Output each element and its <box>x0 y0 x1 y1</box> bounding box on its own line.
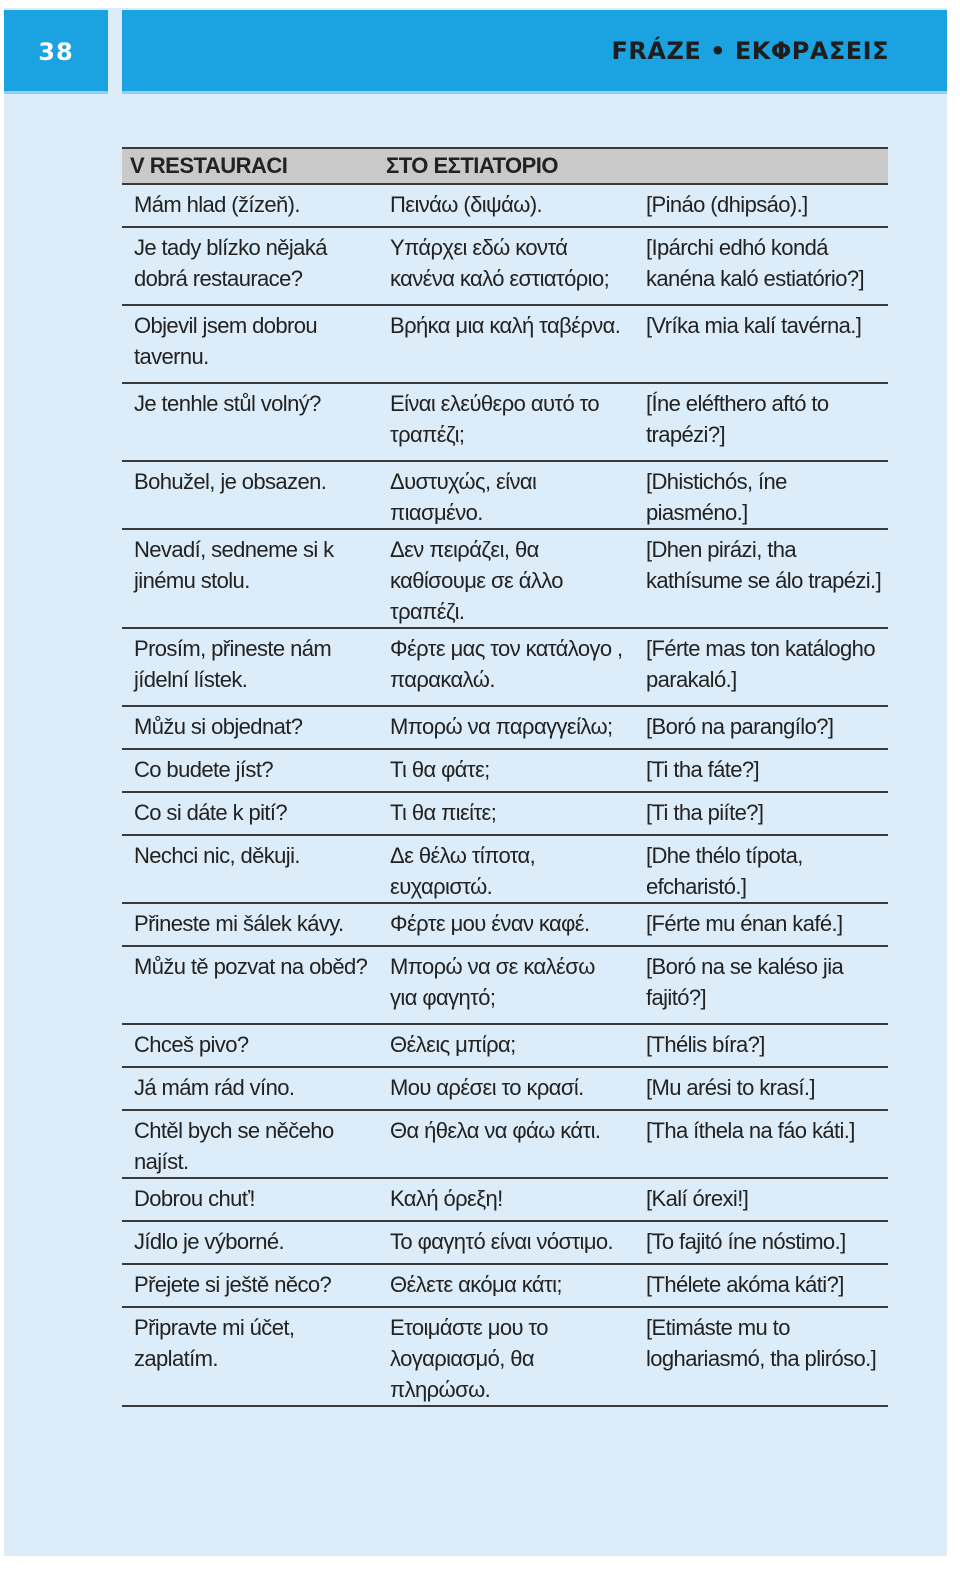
table-row <box>122 1264 888 1307</box>
czech-phrase: Bohužel, je obsazen. <box>122 461 378 529</box>
table-row <box>122 792 888 835</box>
czech-phrase: Nevadí, sedneme si k jinému stolu. <box>122 529 378 628</box>
czech-phrase: Chtěl bych se něčeho najíst. <box>122 1110 378 1178</box>
greek-phrase: Τι θα φάτε; <box>378 749 634 792</box>
czech-phrase: Objevil jsem dobrou tavernu. <box>122 305 378 383</box>
table-row <box>122 1178 888 1221</box>
czech-phrase: Můžu tě pozvat na oběd? <box>122 946 378 1024</box>
greek-phrase: Μπορώ να σε καλέσω για φαγητό; <box>378 946 634 1024</box>
page-number: 38 <box>38 38 74 66</box>
greek-phrase: Θέλετε ακόμα κάτι; <box>378 1264 634 1307</box>
transcription: [To fajitó íne nóstimo.] <box>634 1221 888 1264</box>
czech-phrase: Dobrou chuť! <box>122 1178 378 1221</box>
table-row <box>122 184 888 227</box>
czech-phrase: Chceš pivo? <box>122 1024 378 1067</box>
table-row <box>122 383 888 461</box>
greek-phrase: Θα ήθελα να φάω κάτι. <box>378 1110 634 1178</box>
czech-phrase: Přejete si ještě něco? <box>122 1264 378 1307</box>
czech-phrase: Můžu si objednat? <box>122 706 378 749</box>
table-row <box>122 1110 888 1178</box>
greek-phrase: Δεν πειράζει, θα καθίσουμε σε άλλο τραπέζι. <box>378 529 634 628</box>
table-header-row <box>122 148 888 184</box>
czech-phrase: Jídlo je výborné. <box>122 1221 378 1264</box>
czech-phrase: Mám hlad (žízeň). <box>122 184 378 227</box>
greek-phrase: Θέλεις μπίρα; <box>378 1024 634 1067</box>
czech-phrase: Prosím, přineste nám jídelní lístek. <box>122 628 378 706</box>
table-row <box>122 946 888 1024</box>
greek-phrase: Είναι ελεύθερο αυτό το τραπέζι; <box>378 383 634 461</box>
greek-phrase: Υπάρχει εδώ κοντά κανένα καλό εστιατόριο; <box>378 227 634 305</box>
czech-phrase: Co budete jíst? <box>122 749 378 792</box>
transcription: [Dhe thélo típota, efcharistó.] <box>634 835 888 903</box>
column-header-greek: ΣΤΟ ΕΣΤΙΑΤΟΡΙΟ <box>378 148 634 184</box>
czech-phrase: Co si dáte k pití? <box>122 792 378 835</box>
greek-phrase: Μου αρέσει το κρασί. <box>378 1067 634 1110</box>
table-row <box>122 1221 888 1264</box>
greek-phrase: Φέρτε μας τον κατάλογο , παρακαλώ. <box>378 628 634 706</box>
czech-phrase: Je tenhle stůl volný? <box>122 383 378 461</box>
transcription: [Boró na parangílo?] <box>634 706 888 749</box>
transcription: [Boró na se kaléso jia fajitó?] <box>634 946 888 1024</box>
page-number-tab <box>4 10 108 94</box>
greek-phrase: Δε θέλω τίποτα, ευχαριστώ. <box>378 835 634 903</box>
table-row <box>122 1024 888 1067</box>
czech-phrase: Nechci nic, děkuji. <box>122 835 378 903</box>
transcription: [Tha íthela na fáo káti.] <box>634 1110 888 1178</box>
header-bar <box>122 10 947 94</box>
greek-phrase: Δυστυχώς, είναι πιασμένο. <box>378 461 634 529</box>
table-row <box>122 749 888 792</box>
greek-phrase: Μπορώ να παραγγείλω; <box>378 706 634 749</box>
transcription: [Thélete akóma káti?] <box>634 1264 888 1307</box>
transcription: [Íne eléfthero aftó to trapézi?] <box>634 383 888 461</box>
transcription: [Pináo (dhipsáo).] <box>634 184 888 227</box>
transcription: [Ti tha fáte?] <box>634 749 888 792</box>
transcription: [Thélis bíra?] <box>634 1024 888 1067</box>
table-row <box>122 706 888 749</box>
transcription: [Ipárchi edhó kondá kanéna kaló estiatório?] <box>634 227 888 305</box>
transcription: [Ti tha piíte?] <box>634 792 888 835</box>
table-row <box>122 1307 888 1406</box>
czech-phrase: Já mám rád víno. <box>122 1067 378 1110</box>
greek-phrase: Τι θα πιείτε; <box>378 792 634 835</box>
czech-phrase: Je tady blízko nějaká dobrá restaurace? <box>122 227 378 305</box>
table-row <box>122 529 888 628</box>
table-row <box>122 835 888 903</box>
transcription: [Vríka mia kalí tavérna.] <box>634 305 888 383</box>
czech-phrase: Přineste mi šálek kávy. <box>122 903 378 946</box>
table-row <box>122 1067 888 1110</box>
czech-phrase: Připravte mi účet, zaplatím. <box>122 1307 378 1406</box>
transcription: [Kalí órexi!] <box>634 1178 888 1221</box>
table-row <box>122 227 888 305</box>
transcription: [Etimáste mu to loghariasmó, tha pliróso.] <box>634 1307 888 1406</box>
greek-phrase: Καλή όρεξη! <box>378 1178 634 1221</box>
column-header-czech: V RESTAURACI <box>122 148 378 184</box>
table-row <box>122 305 888 383</box>
transcription: [Dhen pirázi, tha kathísume se álo trapézi.] <box>634 529 888 628</box>
transcription: [Férte mas ton katálogho parakaló.] <box>634 628 888 706</box>
table-row <box>122 628 888 706</box>
greek-phrase: Βρήκα μια καλή ταβέρνα. <box>378 305 634 383</box>
greek-phrase: Φέρτε μου έναν καφέ. <box>378 903 634 946</box>
transcription: [Dhistichós, íne piasméno.] <box>634 461 888 529</box>
table-row <box>122 461 888 529</box>
table-row <box>122 903 888 946</box>
transcription: [Férte mu énan kafé.] <box>634 903 888 946</box>
column-header-transcription <box>634 148 888 184</box>
greek-phrase: Πεινάω (διψάω). <box>378 184 634 227</box>
transcription: [Mu arési to krasí.] <box>634 1067 888 1110</box>
section-title: FRÁZE • ΕΚΦΡΑΣΕΙΣ <box>611 37 889 65</box>
greek-phrase: Το φαγητό είναι νόστιμο. <box>378 1221 634 1264</box>
greek-phrase: Ετοιμάστε μου το λογαριασμό, θα πληρώσω. <box>378 1307 634 1406</box>
phrase-table <box>122 147 888 1407</box>
